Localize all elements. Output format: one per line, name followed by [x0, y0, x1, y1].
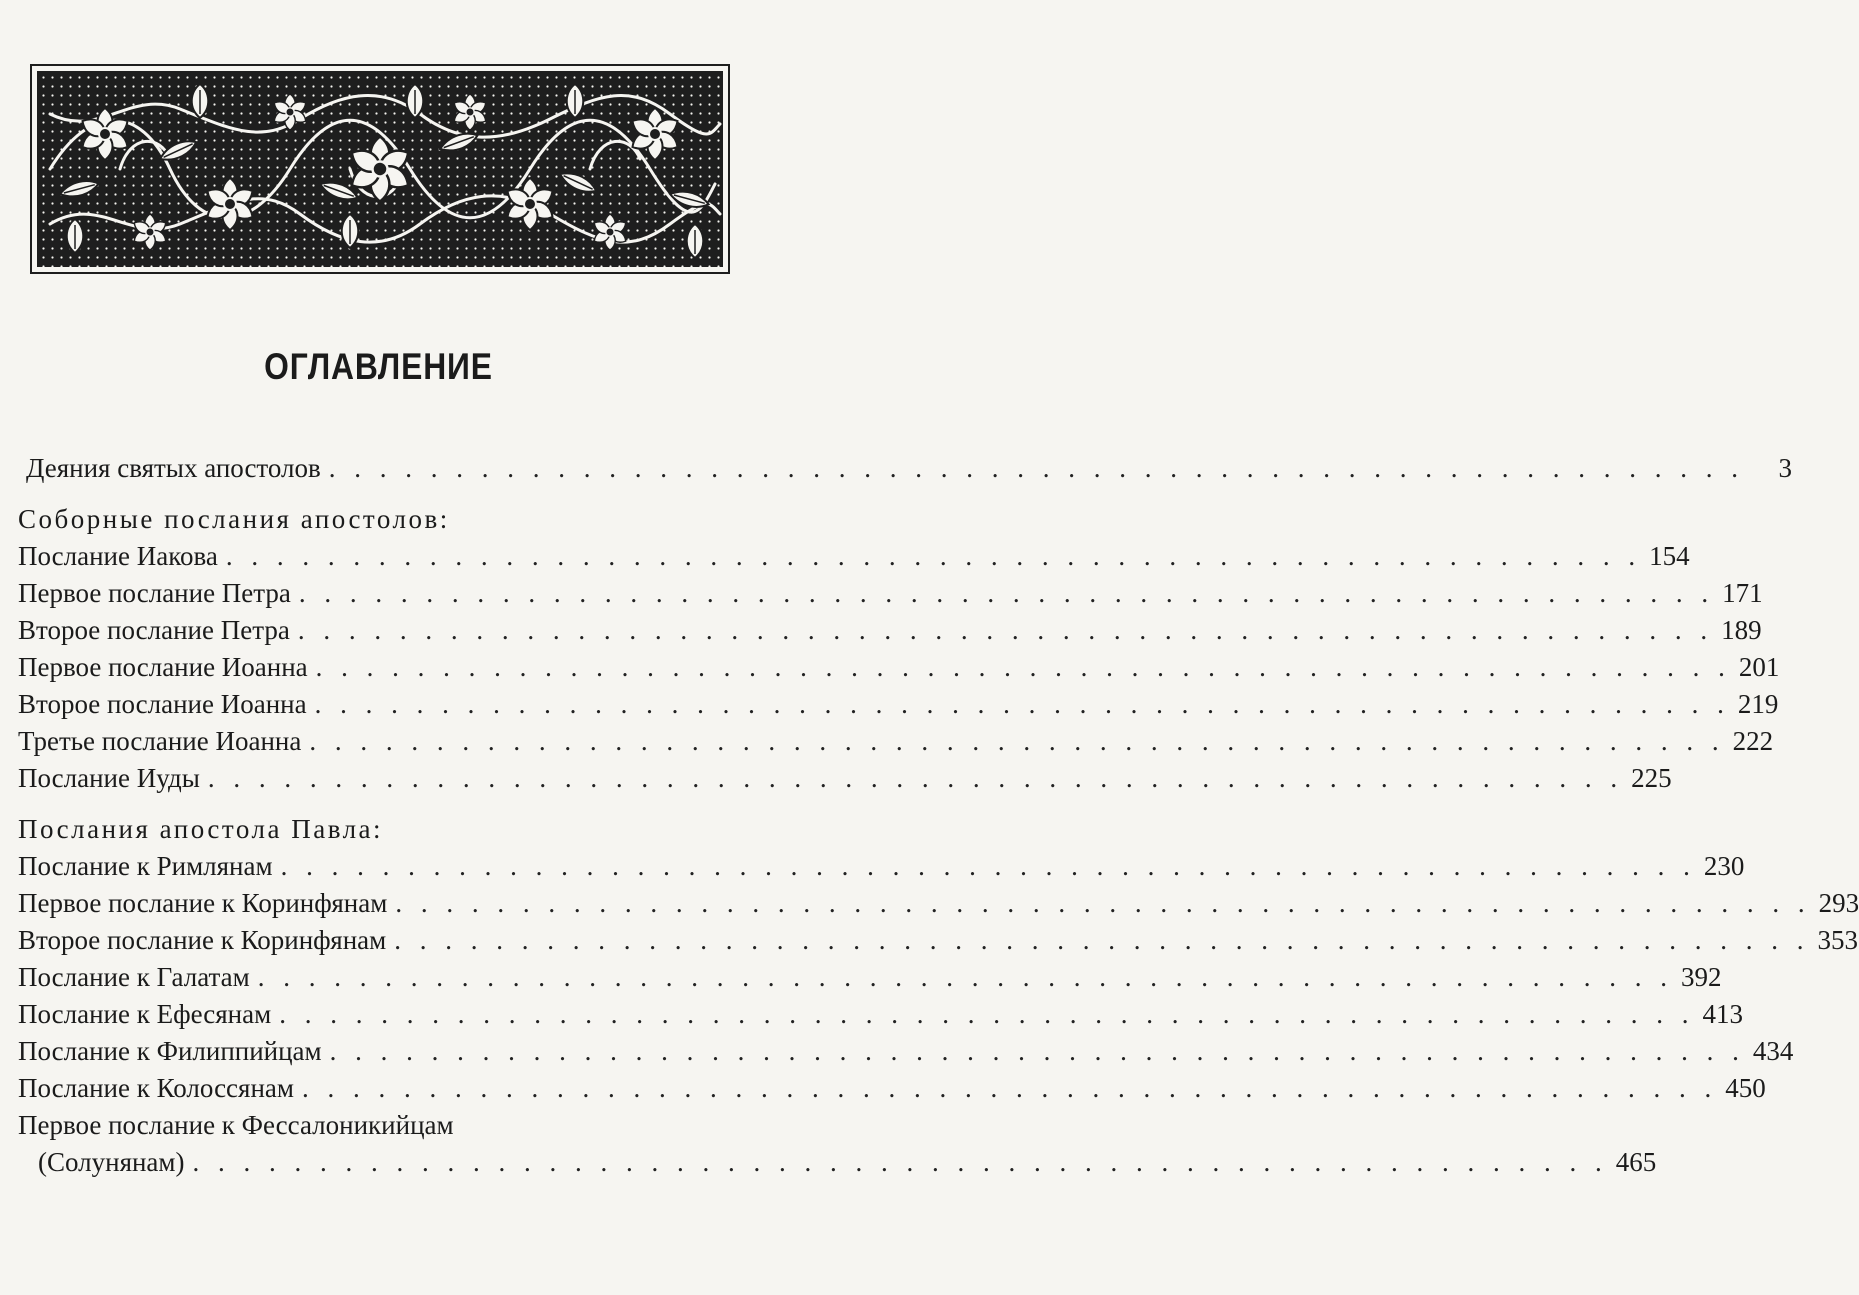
toc-entry-label-line2: (Солунянам)	[38, 1147, 185, 1177]
toc-entry-label: Первое послание Петра	[18, 578, 291, 608]
toc-entry-label: Послание Иуды	[18, 763, 200, 793]
toc-entry[interactable]	[18, 649, 1780, 686]
section-heading-pauline-epistles: Послания апостола Павла:	[18, 814, 384, 844]
toc-entry-page: 222	[1732, 726, 1774, 756]
dot-leader: . . . . . . . . . . . . . . . . . . . . . . . . . . . . . . . . . . . . . . . . . . . . . . . . . . . . . . . .	[279, 999, 1695, 1029]
toc-entry[interactable]	[18, 686, 1779, 723]
toc-entry-label: Послание к Галатам	[18, 962, 250, 992]
toc-entry[interactable]	[18, 996, 1743, 1033]
toc-entry[interactable]	[18, 885, 1859, 922]
toc-entry[interactable]	[18, 723, 1774, 760]
toc-entry[interactable]	[18, 848, 1745, 885]
table-of-contents	[18, 450, 1859, 1181]
toc-entry-label: Послание к Ефесянам	[18, 999, 272, 1029]
toc-entry-label: Второе послание Иоанна	[18, 689, 307, 719]
toc-entry[interactable]	[18, 922, 1858, 959]
dot-leader: . . . . . . . . . . . . . . . . . . . . . . . . . . . . . . . . . . . . . . . . . . . . . . . . . . . . . . . .	[301, 1073, 1718, 1103]
toc-entry[interactable]	[18, 760, 1672, 797]
toc-entry-page: 293	[1818, 888, 1859, 918]
dot-leader: . . . . . . . . . . . . . . . . . . . . . . . . . . . . . . . . . . . . . . . . . . . . . . . . . . . . . . . .	[394, 925, 1810, 955]
toc-entry[interactable]	[18, 959, 1722, 996]
toc-entry-label: Первое послание Иоанна	[18, 652, 308, 682]
dot-leader: . . . . . . . . . . . . . . . . . . . . . . . . . . . . . . . . . . . . . . . . . . . . . . . . . . . . . . . .	[207, 763, 1624, 793]
dot-leader: . . . . . . . . . . . . . . . . . . . . . . . . . . . . . . . . . . . . . . . . . . . . . . . . . . . . . . . .	[314, 689, 1730, 719]
dot-leader: . . . . . . . . . . . . . . . . . . . . . . . . . . . . . . . . . . . . . . . . . . . . . . . . . . . . . . . .	[257, 962, 1673, 992]
section-heading-catholic-epistles: Соборные послания апостолов:	[18, 504, 450, 534]
toc-entry-label-line1[interactable]: Первое послание к Фессалоникийцам	[18, 1110, 454, 1140]
toc-entry-label: Деяния святых апостолов	[26, 453, 321, 483]
toc-entry[interactable]	[18, 1144, 1657, 1181]
toc-entry-page: 219	[1737, 689, 1779, 719]
dot-leader: . . . . . . . . . . . . . . . . . . . . . . . . . . . . . . . . . . . . . . . . . . . . . . . . . . . . . . . .	[329, 1036, 1745, 1066]
toc-entry-label: Послание к Филиппийцам	[18, 1036, 322, 1066]
toc-entry[interactable]	[18, 575, 1763, 612]
toc-entry-page: 450	[1725, 1073, 1766, 1103]
toc-entry-page: 189	[1721, 615, 1762, 645]
toc-entry-page: 225	[1631, 763, 1672, 793]
toc-entry-label: Второе послание Петра	[18, 615, 290, 645]
toc-entry-label: Третье послание Иоанна	[18, 726, 302, 756]
dot-leader: . . . . . . . . . . . . . . . . . . . . . . . . . . . . . . . . . . . . . . . . . . . . . . . . . . . . . . . .	[297, 615, 1714, 645]
toc-entry[interactable]	[18, 1070, 1766, 1107]
toc-entry-page: 353	[1817, 925, 1858, 955]
dot-leader: . . . . . . . . . . . . . . . . . . . . . . . . . . . . . . . . . . . . . . . . . . . . . . . . . . . . . . . .	[298, 578, 1715, 608]
toc-entry-label: Послание Иакова	[18, 541, 218, 571]
toc-entry-page: 3	[1778, 453, 1792, 483]
dot-leader: . . . . . . . . . . . . . . . . . . . . . . . . . . . . . . . . . . . . . . . . . . . . . . . . . . . . . . . .	[395, 888, 1811, 918]
dot-leader: . . . . . . . . . . . . . . . . . . . . . . . . . . . . . . . . . . . . . . . . . . . . . . . . . . . . . . . .	[309, 726, 1725, 756]
dot-leader: . . . . . . . . . . . . . . . . . . . . . . . . . . . . . . . . . . . . . . . . . . . . . . . . . . . . . . . .	[192, 1147, 1608, 1177]
dot-leader: . . . . . . . . . . . . . . . . . . . . . . . . . . . . . . . . . . . . . . . . . . . . . . . . . . . . . . . .	[225, 541, 1642, 571]
toc-entry[interactable]	[18, 538, 1690, 575]
page-title: ОГЛАВЛЕНИЕ	[264, 346, 493, 387]
toc-entry-page: 201	[1738, 652, 1780, 682]
toc-entry-page: 154	[1649, 541, 1690, 571]
toc-entry-page: 434	[1752, 1036, 1794, 1066]
dot-leader: . . . . . . . . . . . . . . . . . . . . . . . . . . . . . . . . . . . . . . . . . . . . . . . . . . . . . . . .	[280, 851, 1696, 881]
toc-entry-acts[interactable]	[26, 450, 1792, 487]
toc-entry-page: 171	[1722, 578, 1763, 608]
dot-leader: . . . . . . . . . . . . . . . . . . . . . . . . . . . . . . . . . . . . . . . . . . . . . . . . . . . . . . . .	[328, 453, 1744, 483]
dot-leader: . . . . . . . . . . . . . . . . . . . . . . . . . . . . . . . . . . . . . . . . . . . . . . . . . . . . . . . .	[315, 652, 1731, 682]
toc-entry[interactable]	[18, 612, 1762, 649]
toc-entry-page: 230	[1703, 851, 1745, 881]
floral-ornament-icon	[30, 64, 730, 274]
toc-entry-page: 392	[1680, 962, 1722, 992]
toc-entry[interactable]	[18, 1033, 1794, 1070]
toc-entry-label: Послание к Колоссянам	[18, 1073, 294, 1103]
toc-entry-label: Второе послание к Коринфянам	[18, 925, 387, 955]
toc-entry-page: 465	[1615, 1147, 1657, 1177]
toc-entry-label: Послание к Римлянам	[18, 851, 273, 881]
toc-entry-page: 413	[1702, 999, 1743, 1029]
toc-entry-label: Первое послание к Коринфянам	[18, 888, 388, 918]
